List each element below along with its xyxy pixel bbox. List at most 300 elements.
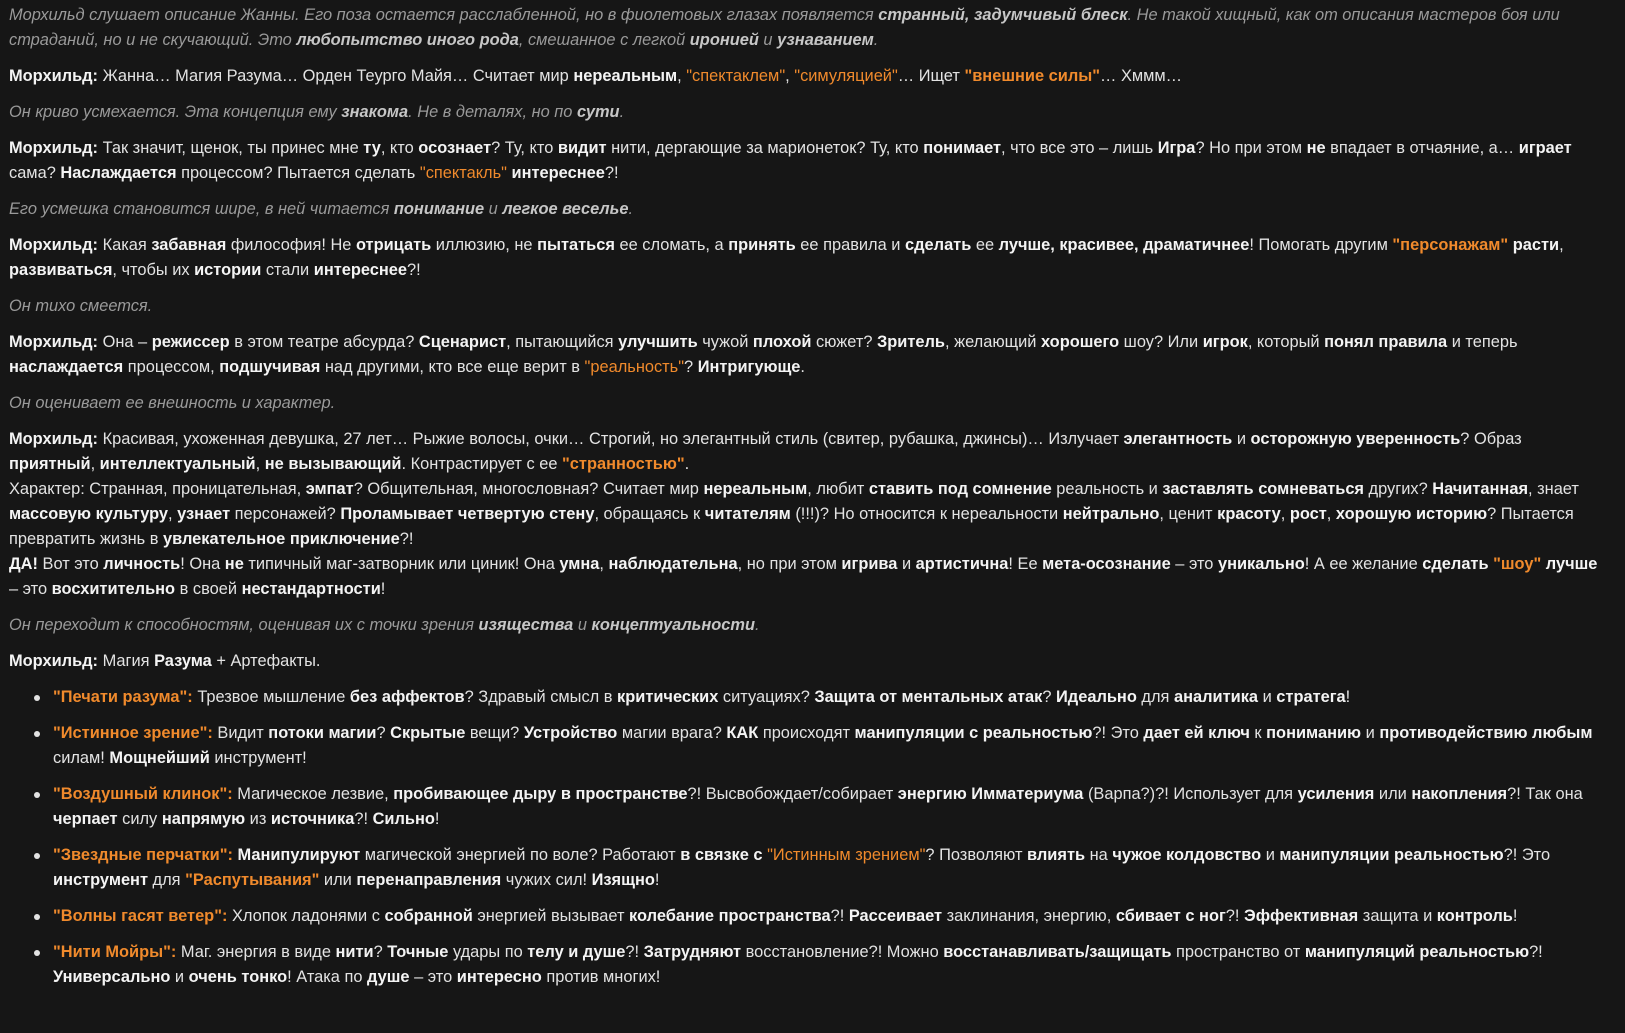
text-run: . <box>619 103 625 121</box>
bold-text: ставить под сомнение <box>868 480 1052 498</box>
text-run: ?! <box>604 164 619 182</box>
text-run: ! <box>1512 907 1518 925</box>
narration-paragraph <box>9 613 1607 638</box>
bold-text: манипуляций реальностью <box>1304 943 1530 961</box>
bold-text: манипуляции с реальностью <box>854 724 1093 742</box>
bold-text: мета-осознание <box>1042 555 1171 573</box>
text-run: … Ищет <box>897 67 965 85</box>
text-run: ? Пытается превратить жизнь в <box>9 505 1574 548</box>
bold-text: осознает <box>418 139 492 157</box>
text-run: Он переходит к способностям, оценивая их с точки зрения <box>9 616 479 634</box>
quoted-term: "Истинным зрением" <box>767 846 926 864</box>
text-run: ? <box>684 358 698 376</box>
ability-item <box>53 940 1607 990</box>
bold-text: КАК <box>726 724 759 742</box>
bold-text: понимание <box>393 200 485 218</box>
bold-text: принять <box>728 236 796 254</box>
text-run: к <box>1249 724 1267 742</box>
text-run: ?! <box>399 530 414 548</box>
bold-text: Манипулируют <box>237 846 361 864</box>
text-run: над другими, кто все еще верит в <box>320 358 585 376</box>
speech-paragraph <box>9 427 1607 477</box>
text-run: ! <box>380 580 386 598</box>
quoted-term: "Воздушный клинок": <box>53 785 233 803</box>
quoted-term: "Истинное зрение": <box>53 724 213 742</box>
bold-text: потоки магии <box>268 724 377 742</box>
text-run: . <box>755 616 760 634</box>
bold-text: инструмент <box>53 871 148 889</box>
bold-text: ДА! <box>9 555 38 573</box>
narration-paragraph <box>9 391 1607 416</box>
bullet-icon <box>34 792 40 798</box>
bold-text: понял правила <box>1324 333 1448 351</box>
text-run: и <box>1261 846 1280 864</box>
bold-text: плохой <box>752 333 812 351</box>
bullet-icon <box>34 950 40 956</box>
bold-text: Защита от ментальных атак <box>814 688 1043 706</box>
text-run: , <box>1559 236 1564 254</box>
speech-paragraph <box>9 649 1607 674</box>
bold-text: Морхильд: <box>9 333 99 351</box>
text-run: , кто <box>380 139 419 157</box>
bold-text: изящества <box>478 616 574 634</box>
text-run: . Не в деталях, но по <box>408 103 577 121</box>
bold-text: интересно <box>456 968 542 986</box>
text-run: Жанна… Магия Разума… Орден Теурго Майя… Считает мир <box>98 67 574 85</box>
bold-text: стратега <box>1276 688 1346 706</box>
quoted-term: "Нити Мойры": <box>53 943 177 961</box>
bold-text: улучшить <box>618 333 698 351</box>
quoted-term: "спектакль" <box>419 164 507 182</box>
bold-text: увлекательное приключение <box>163 530 400 548</box>
quoted-term: "симуляцией" <box>794 67 898 85</box>
bold-text: Разума <box>154 652 212 670</box>
text-run: шоу? Или <box>1119 333 1203 351</box>
text-run: Так значит, щенок, ты принес мне <box>98 139 364 157</box>
narration-paragraph <box>9 294 1607 319</box>
bold-text: чужое колдовство <box>1112 846 1262 864</box>
text-run: инструмент! <box>209 749 307 767</box>
text-run: , желающий <box>945 333 1041 351</box>
bold-text: восхитительно <box>51 580 176 598</box>
text-run: ?! <box>354 810 373 828</box>
text-run: и теперь <box>1447 333 1518 351</box>
text-run: Характер: Странная, проницательная, <box>9 480 306 498</box>
text-run: происходят <box>758 724 855 742</box>
speech-paragraph <box>9 64 1607 89</box>
text-run: . <box>628 200 634 218</box>
bold-text: Мощнейший <box>109 749 210 767</box>
bold-text: игрок <box>1202 333 1248 351</box>
quoted-term: "Звездные перчатки": <box>53 846 233 864</box>
text-run: Его усмешка становится шире, в ней читается <box>9 200 394 218</box>
quoted-term: "Распутывания" <box>185 871 320 889</box>
text-run: ? <box>1042 688 1057 706</box>
bold-text: играет <box>1518 139 1572 157</box>
bold-text: телу и душе <box>527 943 626 961</box>
text-run: ? <box>373 943 388 961</box>
text-run: , <box>785 67 795 85</box>
text-run: и <box>758 31 778 49</box>
text-run: ! Ее <box>1008 555 1043 573</box>
text-run: . <box>873 31 879 49</box>
bold-text: нереальным <box>573 67 678 85</box>
bold-text: развиваться <box>9 261 113 279</box>
bold-text: осторожную уверенность <box>1250 430 1461 448</box>
text-run: , <box>1280 505 1290 523</box>
ability-item <box>53 904 1607 929</box>
bold-text: восстанавливать/защищать <box>943 943 1172 961</box>
abilities-list <box>9 685 1607 990</box>
quoted-term: "шоу" <box>1493 555 1542 573</box>
quoted-term: "странностью" <box>562 455 685 473</box>
bold-text: Начитанная <box>1432 480 1529 498</box>
text-run: восстановление?! Можно <box>741 943 944 961</box>
bold-text: влиять <box>1027 846 1086 864</box>
speech-paragraph <box>9 136 1607 186</box>
bold-text: концептуальности <box>591 616 755 634</box>
text-run: Какая <box>98 236 152 254</box>
bold-text: Точные <box>387 943 449 961</box>
text-run: магической энергией по воле? Работают <box>360 846 681 864</box>
text-run: , <box>90 455 100 473</box>
bold-text: противодействию любым <box>1379 724 1593 742</box>
text-run: нити, дергающие за марионеток? Ту, кто <box>606 139 924 157</box>
text-run: , который <box>1247 333 1325 351</box>
bold-text: красоту <box>1217 505 1281 523</box>
bold-text: Затрудняют <box>643 943 742 961</box>
text-run: сюжет? <box>811 333 877 351</box>
bullet-icon <box>34 731 40 737</box>
text-run: . <box>800 358 805 376</box>
text-run: Он тихо смеется. <box>9 297 153 315</box>
bold-text: Рассеивает <box>848 907 943 925</box>
text-run: , пытающийся <box>506 333 619 351</box>
bold-text: очень тонко <box>188 968 288 986</box>
text-run: – это <box>9 580 52 598</box>
text-run: других? <box>1364 480 1433 498</box>
text-run: , знает <box>1528 480 1579 498</box>
text-run: ее правила и <box>795 236 906 254</box>
quoted-term: "внешние силы" <box>964 67 1100 85</box>
bold-text: перенаправления <box>356 871 502 889</box>
text-run: типичный маг-затворник или циник! Она <box>243 555 560 573</box>
bold-text: истории <box>194 261 262 279</box>
bold-text: пытаться <box>537 236 615 254</box>
bold-text: игрива <box>841 555 898 573</box>
text-run: и <box>170 968 189 986</box>
text-run: ? Но при этом <box>1195 139 1307 157</box>
text-run: , смешанное с легкой <box>518 31 690 49</box>
bold-text: Морхильд: <box>9 236 99 254</box>
text-run: , но при этом <box>737 555 842 573</box>
text-run: Морхильд слушает описание Жанны. Его поза остается расслабленной, но в фиолетовых глазах появляется <box>9 6 879 24</box>
text-run: (!!!)? Но относится к нереальности <box>790 505 1063 523</box>
quoted-term: "Волны гасят ветер": <box>53 907 228 925</box>
bullet-icon <box>34 853 40 859</box>
bold-text: Сильно <box>372 810 435 828</box>
text-run: ? Здравый смысл в <box>464 688 618 706</box>
text-run: Трезвое мышление <box>192 688 350 706</box>
bold-text: не вызывающий <box>264 455 402 473</box>
narration-paragraph <box>9 100 1607 125</box>
text-run: и <box>484 200 503 218</box>
text-run: силам! <box>53 749 110 767</box>
bold-text: душе <box>367 968 410 986</box>
bold-text: собранной <box>384 907 473 925</box>
text-run: ! <box>654 871 660 889</box>
bold-text: не <box>1306 139 1326 157</box>
text-run: для <box>147 871 186 889</box>
bold-text: усиления <box>1297 785 1375 803</box>
text-run: на <box>1085 846 1113 864</box>
text-run: , что все это – лишь <box>1001 139 1158 157</box>
text-run: персонажей? <box>230 505 341 523</box>
message-body <box>9 3 1607 674</box>
bold-text: манипуляции реальностью <box>1279 846 1504 864</box>
text-run: . Контрастирует с ее <box>401 455 563 473</box>
bold-text: сбивает с ног <box>1115 907 1226 925</box>
text-run: ?! <box>407 261 421 279</box>
text-run: в этом театре абсурда? <box>229 333 419 351</box>
text-run: Он оценивает ее внешность и характер. <box>9 394 336 412</box>
bold-text: легкое веселье <box>502 200 629 218</box>
text-run: . <box>684 455 690 473</box>
bold-text: не <box>224 555 244 573</box>
text-run: + Артефакты. <box>211 652 321 670</box>
bold-text: подшучивая <box>219 358 321 376</box>
bold-text: лучше <box>1545 555 1598 573</box>
bold-text: Морхильд: <box>9 652 99 670</box>
bold-text: расти <box>1512 236 1560 254</box>
bold-text: Игра <box>1157 139 1196 157</box>
bold-text: хорошую историю <box>1335 505 1488 523</box>
text-run: ?! <box>625 943 644 961</box>
text-run: , любит <box>807 480 869 498</box>
bold-text: интеллектуальный <box>99 455 256 473</box>
bold-text: в связке с <box>680 846 763 864</box>
text-run: впадает в отчаяние, а… <box>1325 139 1519 157</box>
bold-text: любопытство иного рода <box>296 31 519 49</box>
text-run: энергией вызывает <box>472 907 630 925</box>
bold-text: массовую культуру <box>9 505 168 523</box>
text-run: , <box>1326 505 1336 523</box>
bold-text: сути <box>576 103 620 121</box>
ability-item <box>53 685 1607 710</box>
text-run: Он криво усмехается. Эта концепция ему <box>9 103 342 121</box>
bold-text: наблюдательна <box>608 555 738 573</box>
text-run: Магическое лезвие, <box>232 785 394 803</box>
text-run: – это <box>1170 555 1218 573</box>
bold-text: элегантность <box>1123 430 1233 448</box>
text-run: . Не такой хищный, как от описания мастеров боя или страданий, но и не скучающий. Это <box>9 6 1560 49</box>
speech-paragraph <box>9 330 1607 380</box>
text-run: и <box>1361 724 1380 742</box>
text-run: ?! <box>1529 943 1543 961</box>
bold-text: артистична <box>915 555 1009 573</box>
text-run: (Варпа?)?! Использует для <box>1083 785 1298 803</box>
bold-text: сделать <box>905 236 972 254</box>
bold-text: Эффективная <box>1244 907 1359 925</box>
text-run: ! Помогать другим <box>1249 236 1393 254</box>
bold-text: эмпат <box>305 480 354 498</box>
bold-text: читателям <box>704 505 791 523</box>
ability-item <box>53 843 1607 893</box>
text-run: ? Ту, кто <box>491 139 558 157</box>
bold-text: Наслаждается <box>60 164 177 182</box>
bold-text: нейтрально <box>1062 505 1160 523</box>
quoted-term: "реальность" <box>584 358 685 376</box>
text-run: процессом, <box>123 358 220 376</box>
text-run: Маг. энергия в виде <box>176 943 336 961</box>
bold-text: Морхильд: <box>9 430 99 448</box>
bold-text: Идеально <box>1056 688 1137 706</box>
text-run: ?! Так она <box>1507 785 1583 803</box>
text-run: ! <box>1345 688 1351 706</box>
bold-text: энергию Имматериума <box>897 785 1084 803</box>
bold-text: отрицать <box>355 236 432 254</box>
bold-text: приятный <box>9 455 91 473</box>
bold-text: пробивающее дыру в пространстве <box>393 785 688 803</box>
bold-text: иронией <box>689 31 759 49</box>
quoted-term: "персонажам" <box>1392 236 1509 254</box>
bold-text: Морхильд: <box>9 67 99 85</box>
text-run: вещи? <box>465 724 524 742</box>
bold-text: Зритель <box>877 333 945 351</box>
text-run: реальность и <box>1051 480 1163 498</box>
text-run: для <box>1136 688 1174 706</box>
bold-text: узнаванием <box>777 31 874 49</box>
bold-text: хорошего <box>1040 333 1120 351</box>
text-run: ? <box>376 724 391 742</box>
text-run: Видит <box>212 724 269 742</box>
text-run: ! Она <box>180 555 225 573</box>
bold-text: Изящно <box>591 871 655 889</box>
bold-text: Интригующе <box>697 358 801 376</box>
bold-text: личность <box>103 555 181 573</box>
text-run: процессом? Пытается сделать <box>176 164 420 182</box>
bold-text: черпает <box>53 810 118 828</box>
text-run: , <box>677 67 687 85</box>
ability-item <box>53 782 1607 832</box>
text-run: сама? <box>9 164 61 182</box>
bold-text: странный, задумчивый блеск <box>878 6 1128 24</box>
bold-text: Морхильд: <box>9 139 99 157</box>
text-run: ?! Высвобождает/собирает <box>687 785 898 803</box>
text-run: и <box>1232 430 1251 448</box>
text-run: , обращаясь к <box>594 505 705 523</box>
text-run: чужих сил! <box>501 871 592 889</box>
bullet-icon <box>34 914 40 920</box>
bold-text: Проламывает четвертую стену <box>340 505 595 523</box>
bold-text: источника <box>270 810 355 828</box>
text-run: ее сломать, а <box>614 236 729 254</box>
bold-text: интереснее <box>511 164 605 182</box>
text-run: против многих! <box>541 968 661 986</box>
bold-text: рост <box>1289 505 1327 523</box>
bold-text: Универсально <box>53 968 171 986</box>
text-run: заклинания, энергию, <box>942 907 1116 925</box>
bold-text: нити <box>335 943 374 961</box>
text-run: и <box>897 555 916 573</box>
text-run: ! <box>434 810 440 828</box>
bold-text: контроль <box>1436 907 1513 925</box>
text-run: философия! Не <box>226 236 356 254</box>
text-run: защита и <box>1358 907 1437 925</box>
bold-text: узнает <box>177 505 231 523</box>
bold-text: пониманию <box>1266 724 1362 742</box>
bold-text: режиссер <box>151 333 230 351</box>
bold-text: колебание пространства <box>629 907 831 925</box>
text-run: , ценит <box>1159 505 1218 523</box>
bold-text: забавная <box>151 236 227 254</box>
text-run: или <box>1374 785 1412 803</box>
bold-text: напрямую <box>161 810 246 828</box>
text-run: и <box>1258 688 1277 706</box>
bold-text: без аффектов <box>349 688 465 706</box>
bold-text: нереальным <box>703 480 808 498</box>
bold-text: Сценарист <box>418 333 507 351</box>
narration-paragraph <box>9 3 1607 53</box>
text-run: стали <box>261 261 314 279</box>
text-run: Хлопок ладонями с <box>227 907 385 925</box>
bold-text: критических <box>617 688 719 706</box>
text-run: силу <box>117 810 162 828</box>
text-run: Красивая, ухоженная девушка, 27 лет… Рыжие волосы, очки… Строгий, но элегантный стиль (свитер, рубашка, джинсы)… Излучает <box>98 430 1124 448</box>
bold-text: заставлять сомневаться <box>1162 480 1364 498</box>
text-run: , <box>255 455 265 473</box>
bold-text: интереснее <box>313 261 408 279</box>
bold-text: Устройство <box>523 724 618 742</box>
narration-paragraph <box>9 197 1607 222</box>
text-run: ситуациях? <box>718 688 815 706</box>
bold-text: накопления <box>1411 785 1508 803</box>
text-run: , <box>599 555 609 573</box>
bold-text: понимает <box>923 139 1002 157</box>
text-run: удары по <box>448 943 528 961</box>
text-run: ?! Это <box>1092 724 1144 742</box>
bold-text: наслаждается <box>9 358 124 376</box>
text-run: ? Общительная, многословная? Считает мир <box>353 480 704 498</box>
bold-text: нестандартности <box>241 580 381 598</box>
bold-text: дает ей ключ <box>1143 724 1250 742</box>
text-run: – это <box>409 968 457 986</box>
text-run: … Хммм… <box>1100 67 1183 85</box>
text-run: в своей <box>175 580 242 598</box>
quoted-term: "спектаклем" <box>686 67 786 85</box>
bold-text: умна <box>559 555 600 573</box>
text-run: ?! Это <box>1503 846 1551 864</box>
text-run: , <box>168 505 178 523</box>
bullet-icon <box>34 695 40 701</box>
bold-text: аналитика <box>1173 688 1259 706</box>
text-run: ! Атака по <box>287 968 368 986</box>
text-run: иллюзию, не <box>431 236 538 254</box>
text-run: Вот это <box>37 555 104 573</box>
text-run: чужой <box>697 333 753 351</box>
text-run: Магия <box>98 652 155 670</box>
bold-text: лучше, красивее, драматичнее <box>998 236 1250 254</box>
bold-text: знакома <box>341 103 409 121</box>
text-run: Она – <box>98 333 152 351</box>
text-run: ее <box>971 236 999 254</box>
quoted-term: "Печати разума": <box>53 688 193 706</box>
ability-item <box>53 721 1607 771</box>
text-run: ?! <box>830 907 849 925</box>
bold-text: сделать <box>1422 555 1489 573</box>
speech-paragraph <box>9 552 1607 602</box>
bold-text: уникально <box>1217 555 1305 573</box>
